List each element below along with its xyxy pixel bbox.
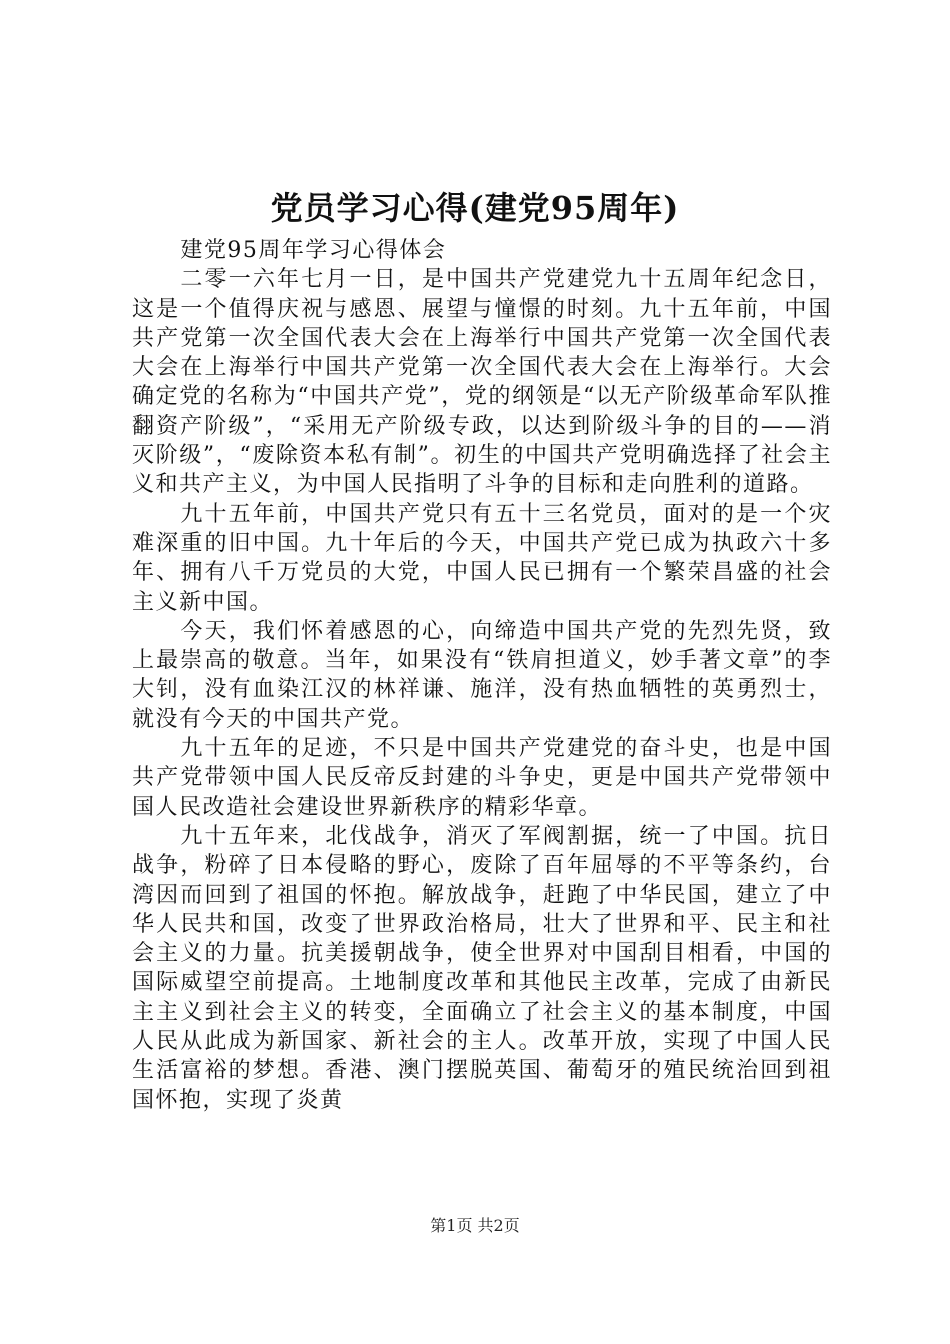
paragraph-subtitle: 建党95周年学习心得体会 bbox=[180, 238, 447, 263]
paragraph: 九十五年来，北伐战争，消灭了军阀割据，统一了中国。抗日战争，粉碎了日本侵略的野心，废除了百年屈辱的不平等条约，台湾因而回到了祖国的怀抱。解放战争，赶跑了中华民国，建立了中华人民共和国，改变了世界政治格局，壮大了世界和平、民主和社会主义的力量。抗美援朝战争，使全世界对中国刮目相看，中国的国际威望空前提高。土地制度改革和其他民主改革，完成了由新民主主义到社会主义的转变，全面确立了社会主义的基本制度，中国人民从此成为新国家、新社会的主人。改革开放，实现了中国人民生活富裕的梦想。香港、澳门摆脱英国、葡萄牙的殖民统治回到祖国怀抱，实现了炎黄 bbox=[132, 823, 832, 1113]
paragraph: 今天，我们怀着感恩的心，向缔造中国共产党的先烈先贤，致上最崇高的敬意。当年，如果没有“铁肩担道义，妙手著文章”的李大钊，没有血染江汉的林祥谦、施洋，没有热血牺牲的英勇烈士，就没有今天的中国共产党。 bbox=[132, 618, 832, 732]
page-footer: 第1页 共2页 bbox=[430, 1216, 520, 1235]
paragraph: 二零一六年七月一日，是中国共产党建党九十五周年纪念日，这是一个值得庆祝与感恩、展望与憧憬的时刻。九十五年前，中国共产党第一次全国代表大会在上海举行中国共产党第一次全国代表大会在上海举行中国共产党第一次全国代表大会在上海举行。大会确定党的名称为“中国共产党”，党的纲领是“以无产阶级革命军队推翻资产阶级”，“采用无产阶级专政，以达到阶级斗争的目的——消灭阶级”，“废除资本私有制”。初生的中国共产党明确选择了社会主义和共产主义，为中国人民指明了斗争的目标和走向胜利的道路。 bbox=[132, 267, 832, 498]
paragraph: 九十五年的足迹，不只是中国共产党建党的奋斗史，也是中国共产党带领中国人民反帝反封建的斗争史，更是中国共产党带领中国人民改造社会建设世界新秩序的精彩华章。 bbox=[132, 736, 832, 820]
page-title: 党员学习心得(建党95周年) bbox=[270, 189, 680, 227]
document-body bbox=[132, 236, 832, 1115]
paragraph: 九十五年前，中国共产党只有五十三名党员，面对的是一个灾难深重的旧中国。九十年后的今天，中国共产党已成为执政六十多年、拥有八千万党员的大党，中国人民已拥有一个繁荣昌盛的社会主义新中国。 bbox=[132, 501, 832, 615]
